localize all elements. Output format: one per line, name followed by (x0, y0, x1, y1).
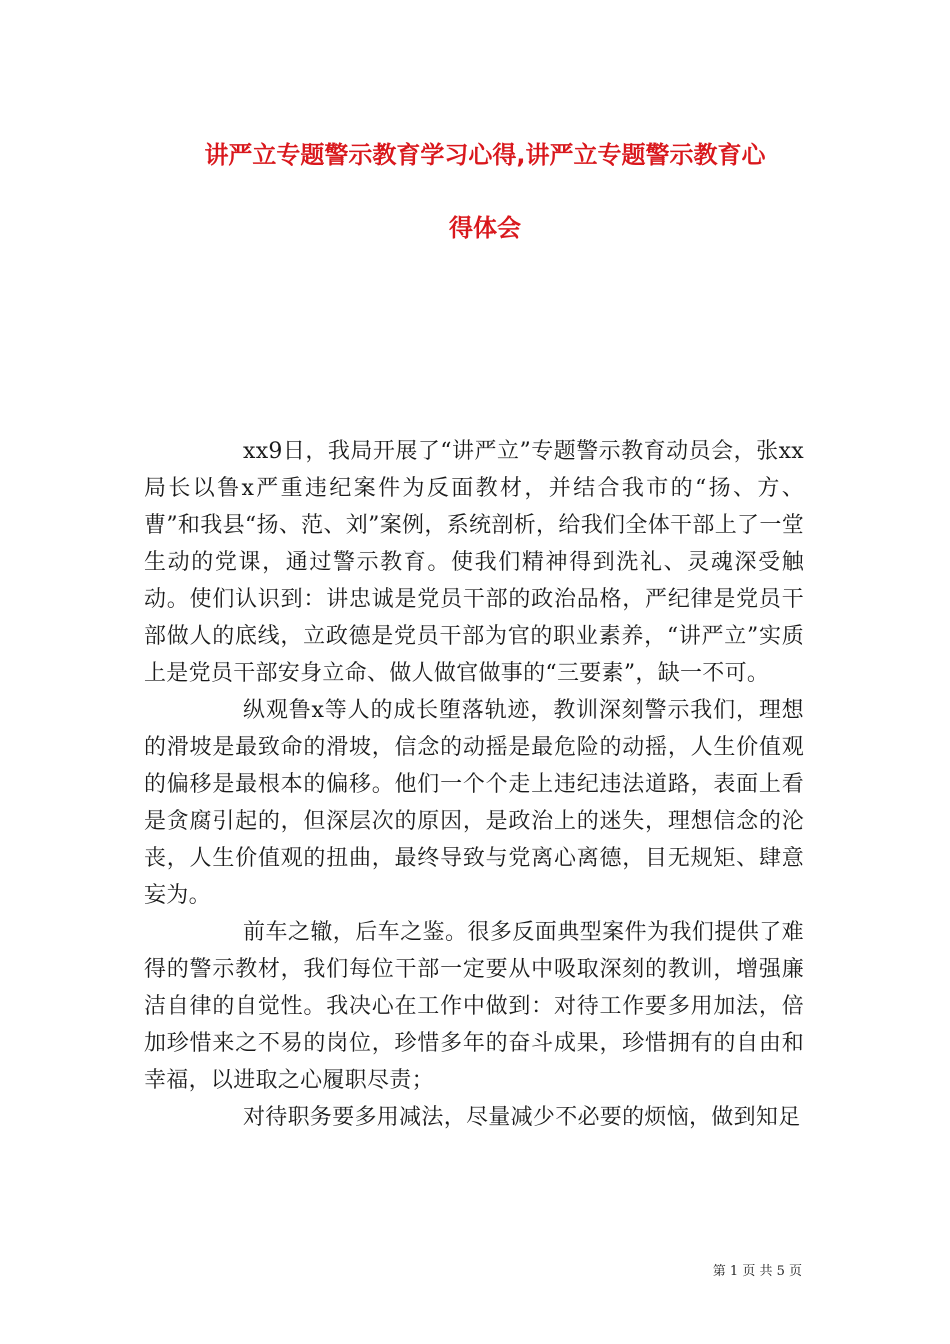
document-title-line-1: 讲严立专题警示教育学习心得,讲严立专题警示教育心 (204, 141, 766, 169)
document-body (144, 433, 804, 1136)
page-number-footer: 第 1 页 共 5 页 (712, 1264, 802, 1279)
document-title-line-2: 得体会 (449, 214, 521, 242)
paragraph-3: 前车之辙，后车之鉴。很多反面典型案件为我们提供了难得的警示教材，我们每位干部一定要从中吸取深刻的教训，增强廉洁自律的自觉性。我决心在工作中做到：对待工作要多用加法，倍加珍惜来之不易的岗位，珍惜多年的奋斗成果，珍惜拥有的自由和幸福，以进取之心履职尽责； (144, 920, 804, 1093)
paragraph-4: 对待职务要多用减法，尽量减少不必要的烦恼，做到知足 (243, 1105, 801, 1130)
paragraph-2: 纵观鲁x等人的成长堕落轨迹，教训深刻警示我们，理想的滑坡是最致命的滑坡，信念的动摇是最危险的动摇，人生价值观的偏移是最根本的偏移。他们一个个走上违纪违法道路，表面上看是贪腐引起的，但深层次的原因，是政治上的迷失，理想信念的沦丧，人生价值观的扭曲，最终导致与党离心离德，目无规矩、肆意妄为。 (144, 698, 804, 908)
paragraph-1: xx9日，我局开展了“讲严立”专题警示教育动员会，张xx局长以鲁x严重违纪案件为反面教材，并结合我市的“扬、方、曹”和我县“扬、范、刘”案例，系统剖析，给我们全体干部上了一堂生动的党课，通过警示教育。使我们精神得到洗礼、灵魂深受触动。使们认识到：讲忠诚是党员干部的政治品格，严纪律是党员干部做人的底线，立政德是党员干部为官的职业素养，“讲严立”实质上是党员干部安身立命、做人做官做事的“三要素”，缺一不可。 (144, 439, 804, 686)
